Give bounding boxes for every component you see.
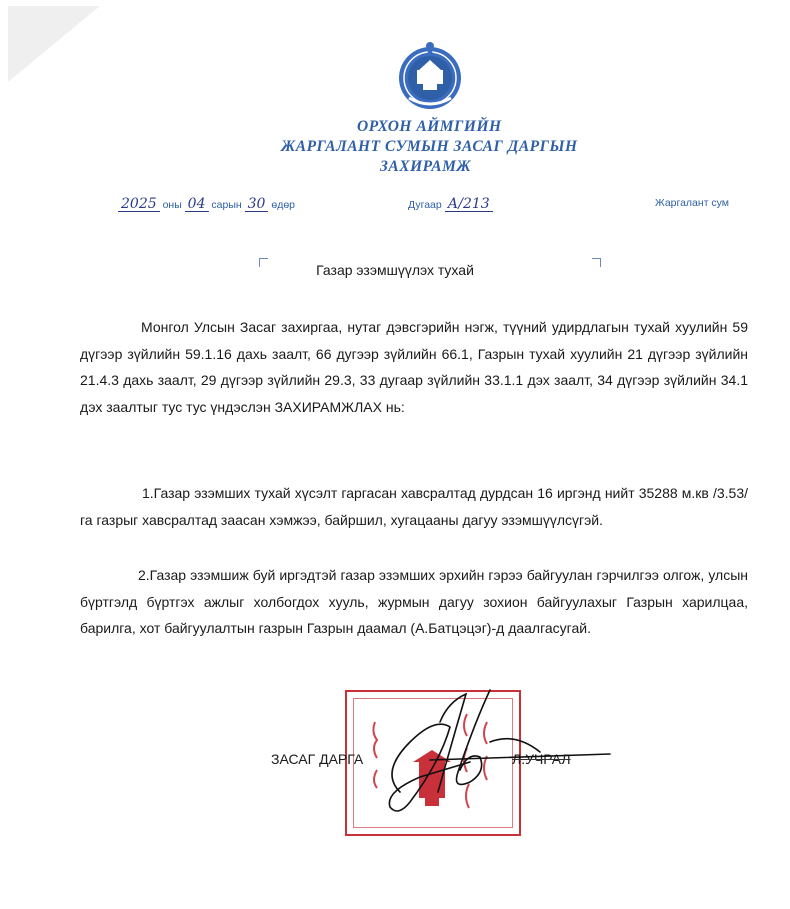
document-number [408,197,493,212]
scan-corner-fold [8,6,100,82]
header-office: ЖАРГАЛАНТ СУМЫН ЗАСАГ ДАРГЫН [281,138,578,155]
document-date [118,197,295,212]
date-month: 04 [185,197,209,212]
state-emblem-icon [395,40,465,112]
signatory-title: ЗАСАГ ДАРГА [271,751,364,767]
number-label: Дугаар [408,199,442,211]
document-place: Жаргалант сум [655,197,730,209]
header-doc-type: ЗАХИРАМЖ [380,158,472,175]
signatory-name: Л.УЧРАЛ [512,751,571,767]
date-year: 2025 [118,197,160,212]
header-aimag: ОРХОН АЙМГИЙН [357,118,502,135]
handwritten-signature-icon [340,682,640,832]
document-subject: Газар эзэмшүүлэх тухай [316,262,474,278]
date-month-suffix: сарын [211,199,242,211]
date-year-suffix: оны [162,199,182,211]
date-day-suffix: өдөр [271,199,296,211]
preamble-paragraph: Монгол Улсын Засаг захиргаа, нутаг дэвсгэрийн нэгж, түүний удирдлагын тухай хуулийн 59 дүгээр зүйлийн 59.1.16 дахь заалт, 66 дугээр зүйлийн 66.1, Газрын тухай хуулийн 21 дүгээр зүйлийн 21.4.3 дахь заалт, 29 дүгээр зүйлийн 29.3, 33 дугаар зүйлийн 33.1.1 дэх заалт, 34 дүгээр зүйлийн 34.1 дэх заалтыг тус тус үндэслэн ЗАХИРАМЖЛАХ нь: [80,319,748,415]
clause-2-paragraph: 2.Газар эзэмшиж буй иргэдтэй газар эзэмших эрхийн гэрээ байгуулан гэрчилгээ олгож, улсын бүртгэлд бүртгэх ажлыг холбогдох хууль, журмын дагуу зохион байгуулахыг Газрын харилцаа, барилга, хот байгуулалтын газрын Газрын даамал (А.Батцэцэг)-д даалгасугай. [80,567,748,636]
date-day: 30 [245,197,269,212]
clause-1-paragraph: 1.Газар эзэмших тухай хүсэлт гаргасан хавсралтад дурдсан 16 иргэнд нийт 35288 м.кв /3.53/га газрыг хавсралтад заасан хэмжээ, байршил, хугацааны дагуу эзэмшүүлсүгэй. [80,485,748,528]
number-value: А/213 [445,197,493,212]
